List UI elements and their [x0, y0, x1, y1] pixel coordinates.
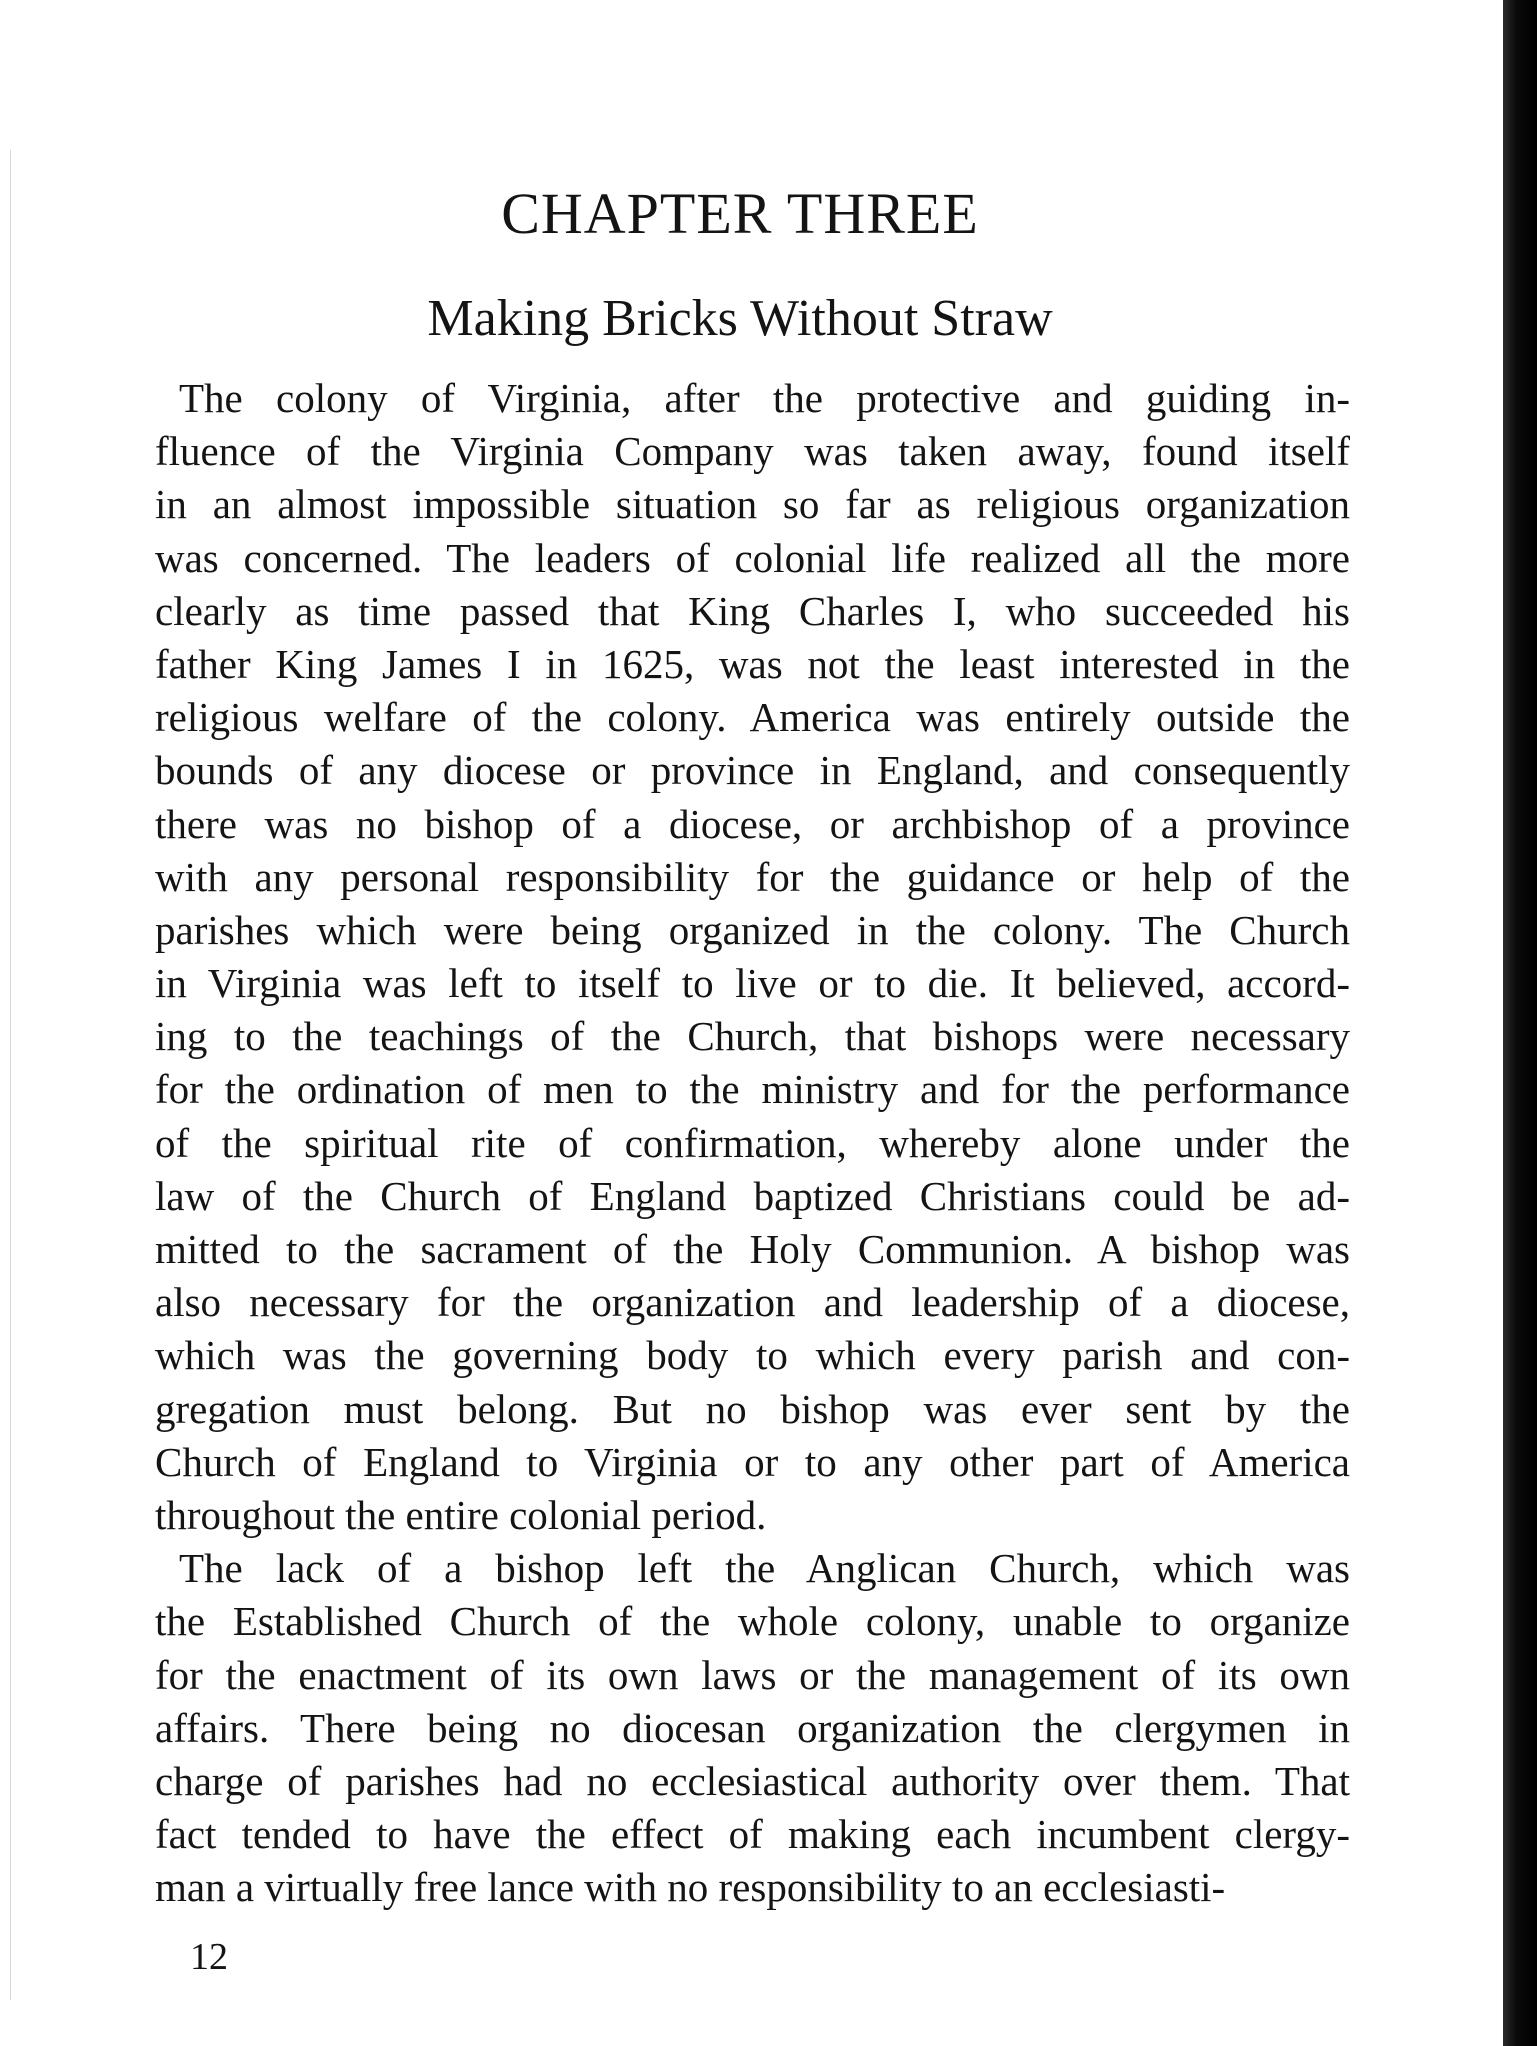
- text-line: fluence of the Virginia Company was taken away, found itself: [155, 428, 1350, 475]
- text-line: law of the Church of England baptized Christians could be ad-: [155, 1172, 1350, 1219]
- text-line: bounds of any diocese or province in England, and consequently: [155, 747, 1350, 794]
- body-text: [155, 372, 1350, 1914]
- text-line: in an almost impossible situation so far as religious organization: [155, 481, 1350, 528]
- text-line: fact tended to have the effect of making each incumbent clergy-: [155, 1811, 1350, 1858]
- text-line: affairs. There being no diocesan organization the clergymen in: [155, 1704, 1350, 1751]
- text-line: father King James I in 1625, was not the least interested in the: [155, 640, 1350, 687]
- text-line: ing to the teachings of the Church, that bishops were necessary: [155, 1013, 1350, 1060]
- text-line: also necessary for the organization and leadership of a diocese,: [155, 1279, 1350, 1326]
- page-number: 12: [190, 1936, 228, 1978]
- text-line: of the spiritual rite of confirmation, whereby alone under the: [155, 1119, 1350, 1166]
- binding-shadow: [1503, 0, 1537, 2046]
- text-line: gregation must belong. But no bishop was ever sent by the: [155, 1385, 1350, 1432]
- text-line: in Virginia was left to itself to live or to die. It believed, accord-: [155, 960, 1350, 1007]
- text-line: Church of England to Virginia or to any other part of America: [155, 1438, 1350, 1485]
- text-line: there was no bishop of a diocese, or archbishop of a province: [155, 800, 1350, 847]
- text-line: clearly as time passed that King Charles I, who succeeded his: [155, 587, 1350, 634]
- text-line: for the enactment of its own laws or the management of its own: [155, 1651, 1350, 1698]
- chapter-title: Making Bricks Without Straw: [427, 290, 1053, 347]
- text-line: parishes which were being organized in the colony. The Church: [155, 906, 1350, 953]
- chapter-heading: CHAPTER THREE: [501, 181, 979, 246]
- paragraph: [155, 1542, 1350, 1914]
- text-line: mitted to the sacrament of the Holy Communion. A bishop was: [155, 1226, 1350, 1272]
- text-line: which was the governing body to which every parish and con-: [155, 1332, 1350, 1379]
- text-line: for the ordination of men to the ministry and for the performance: [155, 1066, 1350, 1113]
- page-left-edge: [10, 150, 11, 2000]
- paragraph: [155, 372, 1350, 1542]
- text-line: The colony of Virginia, after the protective and guiding in-: [179, 375, 1350, 421]
- text-line: throughout the entire colonial period.: [155, 1491, 767, 1538]
- text-line: charge of parishes had no ecclesiastical authority over them. That: [155, 1757, 1350, 1804]
- text-line: man a virtually free lance with no responsibility to an ecclesiasti-: [155, 1864, 1226, 1911]
- text-line: with any personal responsibility for the guidance or help of the: [155, 853, 1350, 900]
- text-line: religious welfare of the colony. America was entirely outside the: [155, 694, 1350, 741]
- text-line: was concerned. The leaders of colonial life realized all the more: [155, 534, 1350, 581]
- text-line: the Established Church of the whole colony, unable to organize: [155, 1598, 1350, 1645]
- text-line: The lack of a bishop left the Anglican Church, which was: [179, 1545, 1350, 1592]
